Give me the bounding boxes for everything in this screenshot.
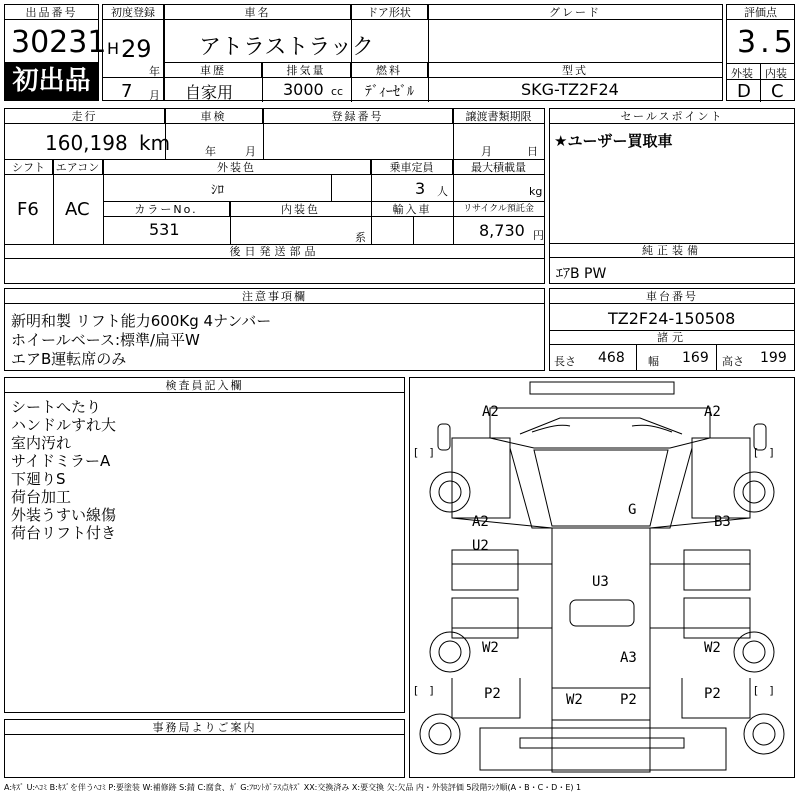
damage-mark: W2 xyxy=(566,692,583,708)
inspector-line-1: シートへたり xyxy=(11,398,102,416)
window-bracket: [ ] xyxy=(414,446,434,459)
mileage-value: 160,198 xyxy=(45,131,128,155)
damage-mark: A3 xyxy=(620,650,637,666)
model-value: SKG-TZ2F24 xyxy=(521,80,619,99)
damage-mark: G xyxy=(628,502,637,518)
car-name-label: 車名 xyxy=(165,5,351,20)
load-label: 最大積載量 xyxy=(453,160,544,175)
seats-label: 乗車定員 xyxy=(371,160,453,175)
inspector-label: 検査員記入欄 xyxy=(5,378,404,393)
chassis-box xyxy=(549,288,795,371)
damage-mark: P2 xyxy=(620,692,637,708)
int-color-unit: 系 xyxy=(355,231,366,244)
notes-line-1: 新明和製 リフト能力600Kg 4ナンバー xyxy=(11,312,272,330)
load-unit: kg xyxy=(529,185,543,198)
later-parts-label: 後日発送部品 xyxy=(5,244,544,259)
chassis-number: TZ2F24-150508 xyxy=(608,309,736,328)
vehicle-diagram xyxy=(409,377,795,778)
lot-label: 出品番号 xyxy=(5,5,98,20)
inspection-label: 車検 xyxy=(165,109,263,124)
first-reg-month: 7 xyxy=(121,81,133,102)
sales-box xyxy=(549,108,795,284)
shift-value: F6 xyxy=(17,199,39,220)
notes-line-2: ホイールベース:標準/扁平W xyxy=(11,331,200,349)
ext-color-value: ｼﾛ xyxy=(211,183,224,198)
spec-row xyxy=(164,62,723,101)
score-value: 3.5 xyxy=(737,25,797,60)
height-label: 高さ xyxy=(722,355,744,368)
damage-mark: W2 xyxy=(704,640,721,656)
damage-legend: A:ｷｽﾞ U:ﾍｺﾐ B:ｷｽﾞを伴うﾍｺﾐ P:要塗装 W:補修跡 S:錆 C:腐食、ｶﾞ G:ﾌﾛﾝﾄｶﾞﾗｽ点ｷｽﾞ XX:交換済み X:要交換 欠:欠品 内・外装評価 5段階ﾗﾝｸ順(A・B・C・D・E) 1 xyxy=(4,783,582,792)
notes-label: 注意事項欄 xyxy=(5,289,544,304)
dims-label: 諸元 xyxy=(550,330,794,345)
interior-label: 内装 xyxy=(765,67,787,80)
length-label: 長さ xyxy=(554,355,576,368)
notes-box xyxy=(4,288,545,371)
ext-color-label: 外装色 xyxy=(103,160,371,175)
displacement-unit: cc xyxy=(331,85,344,98)
recycle-value: 8,730 xyxy=(479,221,525,240)
interior-grade: C xyxy=(771,81,784,102)
damage-mark: A2 xyxy=(482,404,499,420)
first-reg-era: H xyxy=(107,39,120,58)
score-box xyxy=(726,4,795,101)
ac-value: AC xyxy=(65,199,90,220)
inspector-line-7: 外装うすい線傷 xyxy=(11,506,117,524)
office-box xyxy=(4,719,405,778)
height-value: 199 xyxy=(760,350,787,366)
damage-mark: P2 xyxy=(704,686,721,702)
damage-mark: U2 xyxy=(472,538,489,554)
sales-text: ★ユーザー買取車 xyxy=(554,132,673,150)
first-reg-year-unit: 年 xyxy=(149,65,160,78)
width-label: 幅 xyxy=(648,355,659,368)
inspector-line-2: ハンドルすれ大 xyxy=(11,416,117,434)
inspection-year-unit: 年 xyxy=(205,145,216,158)
exterior-grade: D xyxy=(737,81,751,102)
window-bracket: [ ] xyxy=(754,684,774,697)
inspector-line-8: 荷台リフト付き xyxy=(11,524,117,542)
notes-line-3: エアB運転席のみ xyxy=(11,350,127,368)
first-reg-label: 初度登録 xyxy=(103,5,163,20)
first-reg-month-unit: 月 xyxy=(149,89,160,102)
grade-label: グレード xyxy=(428,5,722,20)
width-value: 169 xyxy=(682,350,709,366)
seats-value: 3 xyxy=(415,179,426,198)
inspector-line-3: 室内汚れ xyxy=(11,434,72,452)
displacement-label: 排気量 xyxy=(262,63,351,78)
length-value: 468 xyxy=(598,350,625,366)
registration-label: 登録番号 xyxy=(263,109,453,124)
transfer-month-unit: 月 xyxy=(481,145,492,158)
fuel-label: 燃料 xyxy=(351,63,428,78)
mileage-unit: km xyxy=(139,131,171,155)
color-no-label: カラーNo. xyxy=(103,202,230,217)
name-row xyxy=(164,4,723,63)
seats-unit: 人 xyxy=(437,185,448,198)
transfer-day-unit: 日 xyxy=(527,145,538,158)
history-value: 自家用 xyxy=(185,83,234,102)
inspector-line-4: サイドミラーA xyxy=(11,452,111,470)
damage-mark: W2 xyxy=(482,640,499,656)
mileage-label: 走行 xyxy=(5,109,165,124)
exterior-label: 外装 xyxy=(731,67,753,80)
color-no-value: 531 xyxy=(149,220,180,239)
int-color-label: 内装色 xyxy=(230,202,371,217)
damage-mark: P2 xyxy=(484,686,501,702)
inspector-line-6: 荷台加工 xyxy=(11,488,72,506)
chassis-label: 車台番号 xyxy=(550,289,794,304)
recycle-label: リサイクル預託金 xyxy=(453,202,544,217)
score-label: 評価点 xyxy=(727,5,794,20)
lot-number: 30231 xyxy=(11,25,107,60)
inspector-box xyxy=(4,377,405,713)
ac-label: エアコン xyxy=(53,160,103,175)
inspector-line-5: 下廻りS xyxy=(11,470,66,488)
car-name: アトラストラック xyxy=(199,35,374,60)
model-label: 型式 xyxy=(428,63,722,78)
damage-mark: B3 xyxy=(714,514,731,530)
door-label: ドア形状 xyxy=(351,5,428,20)
sales-label: セールスポイント xyxy=(550,109,794,124)
genuine-value: ｴｱB PW xyxy=(556,266,607,282)
office-label: 事務局よりご案内 xyxy=(5,720,404,735)
history-label: 車歴 xyxy=(165,63,262,78)
genuine-label: 純正装備 xyxy=(550,243,794,258)
shift-label: シフト xyxy=(5,160,53,175)
import-label: 輸入車 xyxy=(371,202,453,217)
transfer-label: 譲渡書類期限 xyxy=(453,109,544,124)
displacement-value: 3000 xyxy=(283,80,324,99)
first-reg-year: 29 xyxy=(121,35,152,63)
damage-mark: A2 xyxy=(704,404,721,420)
specs-box xyxy=(4,108,545,284)
window-bracket: [ ] xyxy=(754,446,774,459)
damage-mark: U3 xyxy=(592,574,609,590)
fuel-value: ﾃﾞｨｰｾﾞﾙ xyxy=(365,84,414,100)
recycle-unit: 円 xyxy=(533,229,544,242)
window-bracket: [ ] xyxy=(414,684,434,697)
inspection-month-unit: 月 xyxy=(245,145,256,158)
first-listing-badge: 初出品 xyxy=(4,62,99,101)
first-reg-box xyxy=(102,4,164,101)
damage-mark: A2 xyxy=(472,514,489,530)
